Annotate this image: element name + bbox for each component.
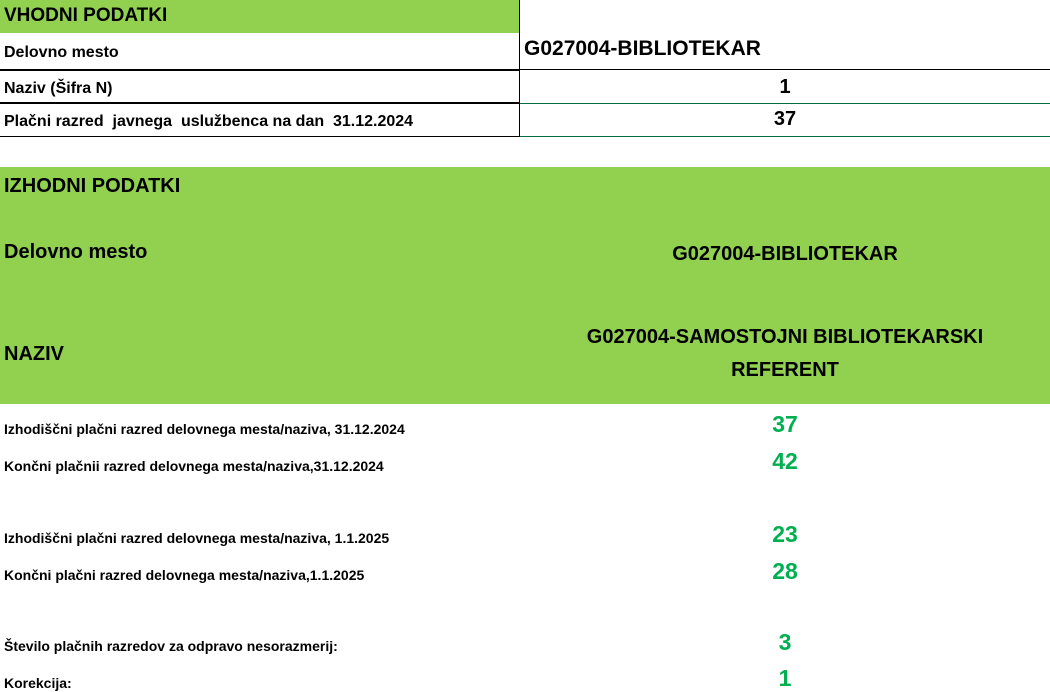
result-label: Korekcija: <box>4 675 72 691</box>
result-row <box>0 555 1050 591</box>
input-label-placni-razred: Plačni razred javnega uslužbenca na dan 31.12.2024 <box>4 113 414 130</box>
column-divider <box>519 33 520 137</box>
output-value-naziv-line1: G027004-SAMOSTOJNI BIBLIOTEKARSKI <box>586 326 984 348</box>
result-row <box>0 626 1050 662</box>
input-label-naziv: Naziv (Šifra N) <box>4 80 113 97</box>
result-label: Izhodiščni plačni razred delovnega mesta/naziva, 1.1.2025 <box>4 530 390 546</box>
output-label-naziv: NAZIV <box>4 343 64 365</box>
result-label: Izhodiščni plačni razred delovnega mesta/naziva, 31.12.2024 <box>4 421 405 437</box>
result-value: 23 <box>772 521 798 547</box>
result-label: Število plačnih razredov za odpravo nesorazmerij: <box>4 638 338 654</box>
input-value-delovno-mesto[interactable]: G027004-BIBLIOTEKAR <box>524 37 761 60</box>
input-header <box>0 0 519 33</box>
result-row <box>0 408 1050 444</box>
output-label-delovno-mesto: Delovno mesto <box>4 241 148 263</box>
result-row <box>0 518 1050 554</box>
output-block <box>0 167 1050 404</box>
input-value-placni-razred[interactable]: 37 <box>773 108 797 130</box>
result-value: 1 <box>778 665 792 691</box>
row-divider <box>519 69 1050 70</box>
input-title: VHODNI PODATKI <box>4 5 168 26</box>
result-row <box>0 662 1050 692</box>
result-label: Končni plačni razred delovnega mesta/naziva,1.1.2025 <box>4 567 365 583</box>
result-value: 3 <box>778 629 792 655</box>
output-value-delovno-mesto: G027004-BIBLIOTEKAR <box>672 243 898 265</box>
output-title: IZHODNI PODATKI <box>4 175 181 197</box>
input-value-naziv[interactable]: 1 <box>779 76 791 98</box>
row-divider <box>519 136 1050 137</box>
result-value: 28 <box>772 558 798 584</box>
input-header-right-cell <box>519 0 520 33</box>
row-divider <box>0 136 519 137</box>
input-label-delovno-mesto: Delovno mesto <box>4 44 119 61</box>
result-value: 37 <box>772 411 798 437</box>
output-value-naziv-line2: REFERENT <box>731 359 839 381</box>
result-value: 42 <box>772 448 798 474</box>
input-row-delovno-mesto <box>0 33 1050 70</box>
input-row-naziv <box>0 71 1050 103</box>
result-label: Končni plačnii razred delovnega mesta/naziva,31.12.2024 <box>4 458 384 474</box>
input-row-placni-razred <box>0 104 1050 136</box>
result-row <box>0 445 1050 481</box>
